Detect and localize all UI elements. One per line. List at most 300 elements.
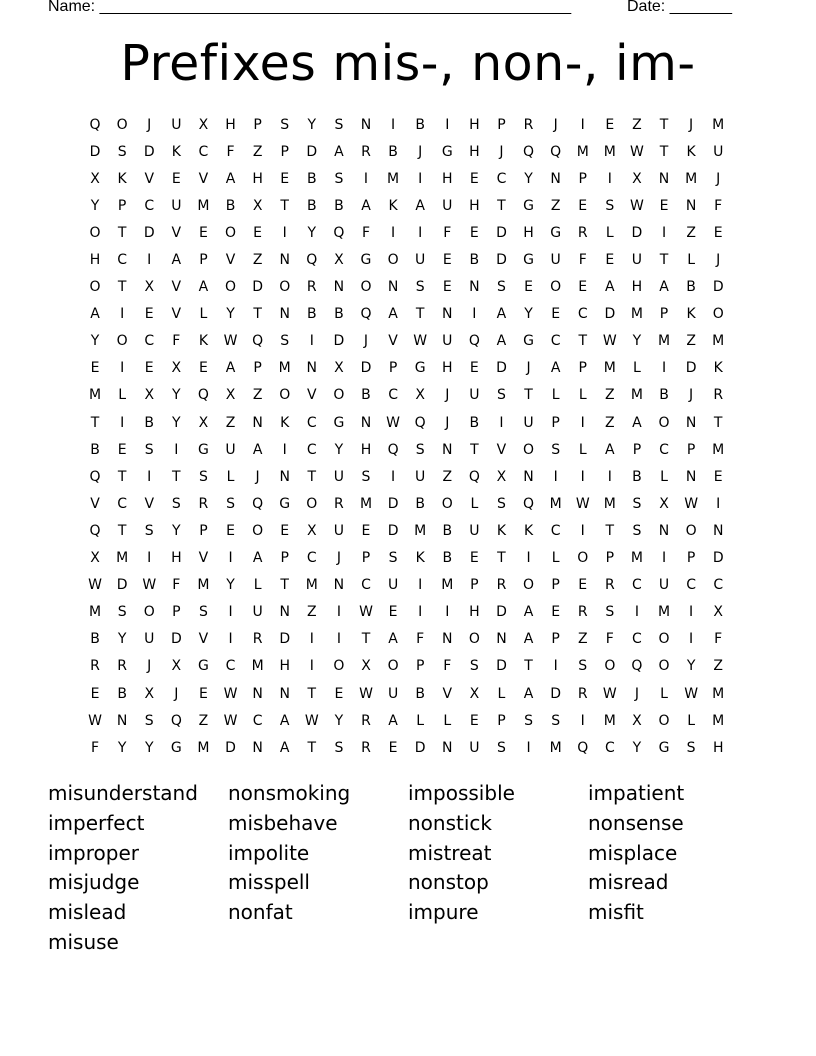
grid-letter[interactable]: I xyxy=(309,631,315,648)
grid-letter[interactable]: X xyxy=(307,522,318,539)
grid-letter[interactable]: T xyxy=(524,658,534,675)
grid-letter[interactable]: L xyxy=(497,685,507,702)
grid-letter[interactable]: T xyxy=(253,306,263,323)
grid-letter[interactable]: W xyxy=(223,712,239,729)
grid-letter[interactable]: E xyxy=(469,360,480,377)
grid-letter[interactable]: M xyxy=(657,604,672,621)
grid-letter[interactable]: W xyxy=(575,495,591,512)
grid-letter[interactable]: Y xyxy=(117,631,128,648)
grid-letter[interactable]: U xyxy=(442,197,454,214)
grid-letter[interactable]: J xyxy=(716,170,722,187)
grid-letter[interactable]: B xyxy=(388,143,399,160)
grid-letter[interactable]: S xyxy=(469,658,480,675)
grid-letter[interactable]: M xyxy=(278,360,292,377)
grid-letter[interactable]: Y xyxy=(334,712,345,729)
grid-letter[interactable]: M xyxy=(712,712,726,729)
grid-letter[interactable]: F xyxy=(172,333,182,350)
grid-letter[interactable]: P xyxy=(686,441,697,458)
grid-letter[interactable]: C xyxy=(632,577,643,594)
grid-letter[interactable]: L xyxy=(416,712,426,729)
grid-letter[interactable]: Q xyxy=(414,414,427,431)
grid-letter[interactable]: M xyxy=(712,116,726,133)
grid-letter[interactable]: W xyxy=(386,414,401,431)
grid-letter[interactable]: E xyxy=(361,522,372,539)
grid-letter[interactable]: I xyxy=(580,116,586,133)
grid-letter[interactable]: Z xyxy=(442,468,454,485)
grid-letter[interactable]: Q xyxy=(197,387,210,404)
grid-letter[interactable]: W xyxy=(142,577,158,594)
grid-letter[interactable]: J xyxy=(445,387,451,404)
grid-letter[interactable]: I xyxy=(607,170,613,187)
grid-letter[interactable]: G xyxy=(170,739,183,756)
grid-letter[interactable]: W xyxy=(684,495,700,512)
grid-letter[interactable]: O xyxy=(387,252,400,269)
grid-letter[interactable]: A xyxy=(252,441,264,458)
grid-letter[interactable]: S xyxy=(497,279,507,296)
grid-letter[interactable]: M xyxy=(630,306,644,323)
grid-letter[interactable]: X xyxy=(632,712,643,729)
grid-letter[interactable]: E xyxy=(469,224,480,241)
grid-letter[interactable]: T xyxy=(415,306,426,323)
grid-letter[interactable]: A xyxy=(415,197,426,214)
grid-letter[interactable]: P xyxy=(605,550,616,567)
grid-letter[interactable]: I xyxy=(282,441,288,458)
grid-letter[interactable]: N xyxy=(712,522,725,539)
grid-letter[interactable]: N xyxy=(685,468,698,485)
grid-letter[interactable]: H xyxy=(442,360,454,377)
grid-letter[interactable]: I xyxy=(147,550,153,567)
grid-letter[interactable]: O xyxy=(658,712,671,729)
grid-letter[interactable]: P xyxy=(497,712,507,729)
grid-letter[interactable]: G xyxy=(197,658,210,675)
grid-letter[interactable]: C xyxy=(225,658,237,675)
grid-letter[interactable]: D xyxy=(360,360,373,377)
grid-letter[interactable]: G xyxy=(414,360,427,377)
grid-letter[interactable]: D xyxy=(604,306,617,323)
grid-letter[interactable]: L xyxy=(605,224,615,241)
grid-letter[interactable]: A xyxy=(523,604,535,621)
grid-letter[interactable]: X xyxy=(415,387,426,404)
grid-letter[interactable]: T xyxy=(307,685,318,702)
grid-letter[interactable]: P xyxy=(551,577,561,594)
grid-letter[interactable]: L xyxy=(578,441,588,458)
grid-letter[interactable]: X xyxy=(90,550,101,567)
grid-letter[interactable]: V xyxy=(171,279,183,296)
grid-letter[interactable]: C xyxy=(388,387,399,404)
grid-letter[interactable]: S xyxy=(578,658,589,675)
grid-letter[interactable]: A xyxy=(198,279,210,296)
grid-letter[interactable]: M xyxy=(630,550,644,567)
grid-letter[interactable]: I xyxy=(336,631,342,648)
grid-letter[interactable]: S xyxy=(334,170,345,187)
grid-letter[interactable]: E xyxy=(388,739,399,756)
grid-letter[interactable]: Q xyxy=(89,522,102,539)
grid-letter[interactable]: Z xyxy=(713,658,724,675)
grid-letter[interactable]: I xyxy=(282,224,288,241)
grid-letter[interactable]: F xyxy=(226,143,236,160)
grid-letter[interactable]: T xyxy=(280,197,290,214)
grid-letter[interactable]: I xyxy=(445,116,451,133)
grid-letter[interactable]: Y xyxy=(144,739,155,756)
grid-letter[interactable]: L xyxy=(551,550,561,567)
grid-letter[interactable]: Y xyxy=(226,577,236,594)
grid-letter[interactable]: S xyxy=(171,495,182,512)
grid-letter[interactable]: I xyxy=(228,631,234,648)
grid-letter[interactable]: D xyxy=(387,495,400,512)
grid-letter[interactable]: R xyxy=(496,577,508,594)
grid-letter[interactable]: B xyxy=(225,197,237,214)
grid-letter[interactable]: T xyxy=(117,468,128,485)
grid-letter[interactable]: M xyxy=(89,604,103,621)
grid-letter[interactable]: D xyxy=(143,143,156,160)
grid-letter[interactable]: O xyxy=(252,522,265,539)
grid-letter[interactable]: W xyxy=(630,197,645,214)
grid-letter[interactable]: Y xyxy=(117,739,128,756)
grid-letter[interactable]: J xyxy=(255,468,261,485)
grid-letter[interactable]: M xyxy=(305,577,319,594)
grid-letter[interactable]: N xyxy=(279,468,291,485)
grid-letter[interactable]: U xyxy=(469,739,481,756)
grid-letter[interactable]: A xyxy=(279,739,291,756)
grid-letter[interactable]: O xyxy=(89,224,102,241)
grid-letter[interactable]: E xyxy=(578,279,589,296)
grid-letter[interactable]: O xyxy=(225,224,238,241)
grid-letter[interactable]: B xyxy=(442,522,454,539)
grid-letter[interactable]: Z xyxy=(225,414,237,431)
grid-letter[interactable]: I xyxy=(418,170,424,187)
grid-letter[interactable]: O xyxy=(550,279,563,296)
grid-letter[interactable]: A xyxy=(523,685,535,702)
grid-letter[interactable]: C xyxy=(144,197,156,214)
grid-letter[interactable]: J xyxy=(634,685,640,702)
grid-letter[interactable]: B xyxy=(469,252,481,269)
grid-letter[interactable]: O xyxy=(468,631,481,648)
grid-letter[interactable]: Y xyxy=(524,306,534,323)
grid-letter[interactable]: V xyxy=(442,685,454,702)
grid-letter[interactable]: Y xyxy=(90,197,101,214)
grid-letter[interactable]: B xyxy=(306,170,318,187)
grid-letter[interactable]: C xyxy=(306,550,318,567)
grid-letter[interactable]: X xyxy=(469,685,481,702)
grid-letter[interactable]: H xyxy=(279,658,291,675)
grid-letter[interactable]: W xyxy=(359,604,374,621)
grid-letter[interactable]: A xyxy=(334,143,345,160)
grid-letter[interactable]: U xyxy=(415,468,427,485)
grid-letter[interactable]: I xyxy=(445,604,451,621)
grid-letter[interactable]: E xyxy=(334,685,345,702)
grid-letter[interactable]: P xyxy=(551,631,561,648)
grid-letter[interactable]: U xyxy=(333,522,346,539)
grid-letter[interactable]: C xyxy=(144,333,156,350)
grid-letter[interactable]: W xyxy=(359,685,374,702)
grid-letter[interactable]: Q xyxy=(252,495,265,512)
grid-letter[interactable]: A xyxy=(496,333,508,350)
grid-letter[interactable]: Z xyxy=(307,604,318,621)
grid-letter[interactable]: R xyxy=(523,116,535,133)
grid-letter[interactable]: N xyxy=(306,360,319,377)
grid-letter[interactable]: J xyxy=(147,116,153,133)
grid-letter[interactable]: R xyxy=(361,712,372,729)
grid-letter[interactable]: R xyxy=(334,495,345,512)
grid-letter[interactable]: I xyxy=(526,550,532,567)
grid-letter[interactable]: L xyxy=(687,252,697,269)
grid-letter[interactable]: X xyxy=(225,387,237,404)
grid-letter[interactable]: Q xyxy=(468,468,481,485)
grid-letter[interactable]: V xyxy=(144,170,156,187)
grid-letter[interactable]: B xyxy=(442,550,454,567)
grid-letter[interactable]: A xyxy=(659,279,670,296)
grid-letter[interactable]: F xyxy=(605,631,615,648)
grid-letter[interactable]: A xyxy=(605,441,616,458)
grid-letter[interactable]: Z xyxy=(252,387,264,404)
grid-letter[interactable]: Z xyxy=(252,143,264,160)
grid-letter[interactable]: S xyxy=(524,712,534,729)
grid-letter[interactable]: H xyxy=(225,116,237,133)
grid-letter[interactable]: Z xyxy=(252,252,264,269)
grid-letter[interactable]: I xyxy=(553,468,559,485)
grid-letter[interactable]: Z xyxy=(198,712,210,729)
grid-letter[interactable]: I xyxy=(716,495,722,512)
grid-letter[interactable]: H xyxy=(469,197,481,214)
grid-letter[interactable]: D xyxy=(712,550,725,567)
grid-letter[interactable]: F xyxy=(443,658,453,675)
grid-letter[interactable]: E xyxy=(90,360,101,377)
grid-letter[interactable]: O xyxy=(712,306,725,323)
grid-letter[interactable]: E xyxy=(226,522,236,539)
grid-letter[interactable]: H xyxy=(360,441,373,458)
grid-letter[interactable]: P xyxy=(280,550,290,567)
grid-letter[interactable]: S xyxy=(497,387,507,404)
grid-letter[interactable]: T xyxy=(659,252,670,269)
grid-letter[interactable]: X xyxy=(198,116,210,133)
grid-letter[interactable]: L xyxy=(253,577,263,594)
grid-letter[interactable]: V xyxy=(307,387,318,404)
grid-letter[interactable]: R xyxy=(577,685,589,702)
grid-letter[interactable]: B xyxy=(90,441,101,458)
grid-letter[interactable]: S xyxy=(198,468,209,485)
grid-letter[interactable]: Q xyxy=(170,712,183,729)
grid-letter[interactable]: E xyxy=(578,197,589,214)
grid-letter[interactable]: D xyxy=(387,522,400,539)
grid-letter[interactable]: J xyxy=(499,143,505,160)
grid-letter[interactable]: P xyxy=(253,360,263,377)
grid-letter[interactable]: Y xyxy=(172,414,182,431)
grid-letter[interactable]: O xyxy=(225,279,238,296)
grid-letter[interactable]: O xyxy=(116,333,129,350)
grid-letter[interactable]: X xyxy=(361,658,372,675)
grid-letter[interactable]: L xyxy=(199,306,209,323)
grid-letter[interactable]: V xyxy=(198,631,210,648)
grid-letter[interactable]: F xyxy=(361,224,372,241)
grid-letter[interactable]: B xyxy=(90,631,101,648)
grid-letter[interactable]: N xyxy=(333,279,346,296)
grid-letter[interactable]: A xyxy=(605,279,616,296)
grid-letter[interactable]: M xyxy=(712,685,726,702)
grid-letter[interactable]: W xyxy=(223,685,239,702)
grid-letter[interactable]: Q xyxy=(360,306,373,323)
grid-letter[interactable]: H xyxy=(442,170,454,187)
grid-letter[interactable]: P xyxy=(199,252,209,269)
grid-letter[interactable]: R xyxy=(198,495,210,512)
grid-letter[interactable]: E xyxy=(469,170,480,187)
grid-letter[interactable]: J xyxy=(174,685,180,702)
grid-letter[interactable]: I xyxy=(120,306,126,323)
grid-letter[interactable]: I xyxy=(391,116,397,133)
grid-letter[interactable]: B xyxy=(334,306,345,323)
grid-letter[interactable]: D xyxy=(496,360,508,377)
grid-letter[interactable]: D xyxy=(712,279,725,296)
grid-letter[interactable]: B xyxy=(117,685,128,702)
grid-letter[interactable]: B xyxy=(306,197,318,214)
grid-letter[interactable]: C xyxy=(659,441,670,458)
grid-letter[interactable]: H xyxy=(523,224,535,241)
grid-letter[interactable]: N xyxy=(252,739,264,756)
grid-letter[interactable]: I xyxy=(391,224,397,241)
grid-letter[interactable]: I xyxy=(391,468,397,485)
grid-letter[interactable]: U xyxy=(171,197,183,214)
grid-letter[interactable]: P xyxy=(199,522,209,539)
grid-letter[interactable]: C xyxy=(496,170,508,187)
grid-letter[interactable]: O xyxy=(279,387,292,404)
grid-letter[interactable]: M xyxy=(549,739,563,756)
grid-letter[interactable]: Q xyxy=(252,333,265,350)
grid-letter[interactable]: S xyxy=(551,441,562,458)
grid-letter[interactable]: P xyxy=(686,550,697,567)
grid-letter[interactable]: G xyxy=(658,739,671,756)
grid-letter[interactable]: N xyxy=(658,170,671,187)
grid-letter[interactable]: K xyxy=(686,143,697,160)
grid-letter[interactable]: U xyxy=(469,387,481,404)
grid-letter[interactable]: J xyxy=(445,414,451,431)
grid-letter[interactable]: K xyxy=(198,333,210,350)
grid-letter[interactable]: P xyxy=(361,550,372,567)
grid-letter[interactable]: B xyxy=(469,414,481,431)
grid-letter[interactable]: T xyxy=(117,279,128,296)
grid-letter[interactable]: N xyxy=(469,279,481,296)
grid-letter[interactable]: A xyxy=(171,252,183,269)
grid-letter[interactable]: X xyxy=(171,658,183,675)
grid-letter[interactable]: S xyxy=(226,495,236,512)
grid-letter[interactable]: K xyxy=(280,414,291,431)
grid-letter[interactable]: N xyxy=(252,685,264,702)
grid-letter[interactable]: X xyxy=(632,170,643,187)
grid-letter[interactable]: E xyxy=(388,604,399,621)
grid-letter[interactable]: G xyxy=(197,441,210,458)
grid-letter[interactable]: E xyxy=(280,170,291,187)
grid-letter[interactable]: P xyxy=(659,306,670,323)
grid-letter[interactable]: P xyxy=(632,441,643,458)
grid-letter[interactable]: H xyxy=(469,143,481,160)
grid-letter[interactable]: Q xyxy=(89,468,102,485)
grid-letter[interactable]: I xyxy=(580,468,586,485)
grid-letter[interactable]: Z xyxy=(550,197,562,214)
grid-letter[interactable]: M xyxy=(89,387,103,404)
grid-letter[interactable]: Y xyxy=(632,333,643,350)
grid-letter[interactable]: F xyxy=(443,224,453,241)
grid-letter[interactable]: B xyxy=(334,197,345,214)
grid-letter[interactable]: M xyxy=(657,333,672,350)
grid-letter[interactable]: N xyxy=(685,414,698,431)
grid-letter[interactable]: E xyxy=(659,197,670,214)
grid-letter[interactable]: E xyxy=(469,712,480,729)
grid-letter[interactable]: U xyxy=(387,685,400,702)
grid-letter[interactable]: M xyxy=(549,495,563,512)
grid-letter[interactable]: I xyxy=(174,441,180,458)
grid-letter[interactable]: G xyxy=(550,224,563,241)
grid-letter[interactable]: X xyxy=(171,360,183,377)
grid-letter[interactable]: T xyxy=(280,577,290,594)
grid-letter[interactable]: S xyxy=(117,604,128,621)
grid-letter[interactable]: E xyxy=(117,441,128,458)
grid-letter[interactable]: I xyxy=(120,414,126,431)
grid-letter[interactable]: X xyxy=(334,360,345,377)
grid-letter[interactable]: J xyxy=(689,116,695,133)
grid-letter[interactable]: S xyxy=(686,739,697,756)
grid-letter[interactable]: Q xyxy=(523,495,536,512)
grid-letter[interactable]: A xyxy=(632,414,643,431)
grid-letter[interactable]: C xyxy=(550,522,562,539)
grid-letter[interactable]: E xyxy=(551,306,562,323)
grid-letter[interactable]: E xyxy=(198,685,209,702)
grid-letter[interactable]: S xyxy=(632,522,643,539)
grid-letter[interactable]: E xyxy=(605,252,616,269)
grid-letter[interactable]: W xyxy=(602,333,618,350)
grid-letter[interactable]: V xyxy=(144,495,156,512)
grid-letter[interactable]: H xyxy=(89,252,102,269)
grid-letter[interactable]: N xyxy=(550,170,562,187)
grid-letter[interactable]: C xyxy=(550,333,562,350)
grid-letter[interactable]: H xyxy=(252,170,264,187)
grid-letter[interactable]: S xyxy=(361,468,372,485)
grid-letter[interactable]: M xyxy=(116,550,130,567)
grid-letter[interactable]: A xyxy=(550,360,562,377)
grid-letter[interactable]: S xyxy=(497,739,507,756)
grid-letter[interactable]: N xyxy=(116,712,129,729)
grid-letter[interactable]: U xyxy=(171,116,183,133)
grid-letter[interactable]: O xyxy=(360,279,373,296)
grid-letter[interactable]: W xyxy=(88,712,103,729)
grid-letter[interactable]: N xyxy=(442,739,454,756)
grid-letter[interactable]: N xyxy=(523,468,535,485)
grid-letter[interactable]: N xyxy=(279,685,291,702)
grid-letter[interactable]: J xyxy=(689,387,695,404)
grid-letter[interactable]: Y xyxy=(90,333,101,350)
grid-letter[interactable]: Y xyxy=(307,116,318,133)
grid-letter[interactable]: B xyxy=(415,685,426,702)
grid-letter[interactable]: F xyxy=(416,631,426,648)
grid-letter[interactable]: X xyxy=(198,414,210,431)
grid-letter[interactable]: U xyxy=(387,577,400,594)
grid-letter[interactable]: S xyxy=(497,495,507,512)
grid-letter[interactable]: F xyxy=(172,577,182,594)
grid-letter[interactable]: T xyxy=(117,224,128,241)
grid-letter[interactable]: P xyxy=(578,360,588,377)
grid-letter[interactable]: L xyxy=(551,387,561,404)
grid-letter[interactable]: K xyxy=(686,306,697,323)
grid-letter[interactable]: C xyxy=(577,306,589,323)
grid-letter[interactable]: K xyxy=(117,170,128,187)
grid-letter[interactable]: R xyxy=(90,658,101,675)
grid-letter[interactable]: D xyxy=(631,224,644,241)
grid-letter[interactable]: I xyxy=(661,360,668,377)
grid-letter[interactable]: V xyxy=(388,333,399,350)
grid-letter[interactable]: H xyxy=(712,739,725,756)
grid-letter[interactable]: Q xyxy=(89,116,102,133)
grid-letter[interactable]: Y xyxy=(632,739,643,756)
grid-letter[interactable]: A xyxy=(225,360,237,377)
grid-letter[interactable]: R xyxy=(361,143,372,160)
grid-letter[interactable]: D xyxy=(306,143,319,160)
